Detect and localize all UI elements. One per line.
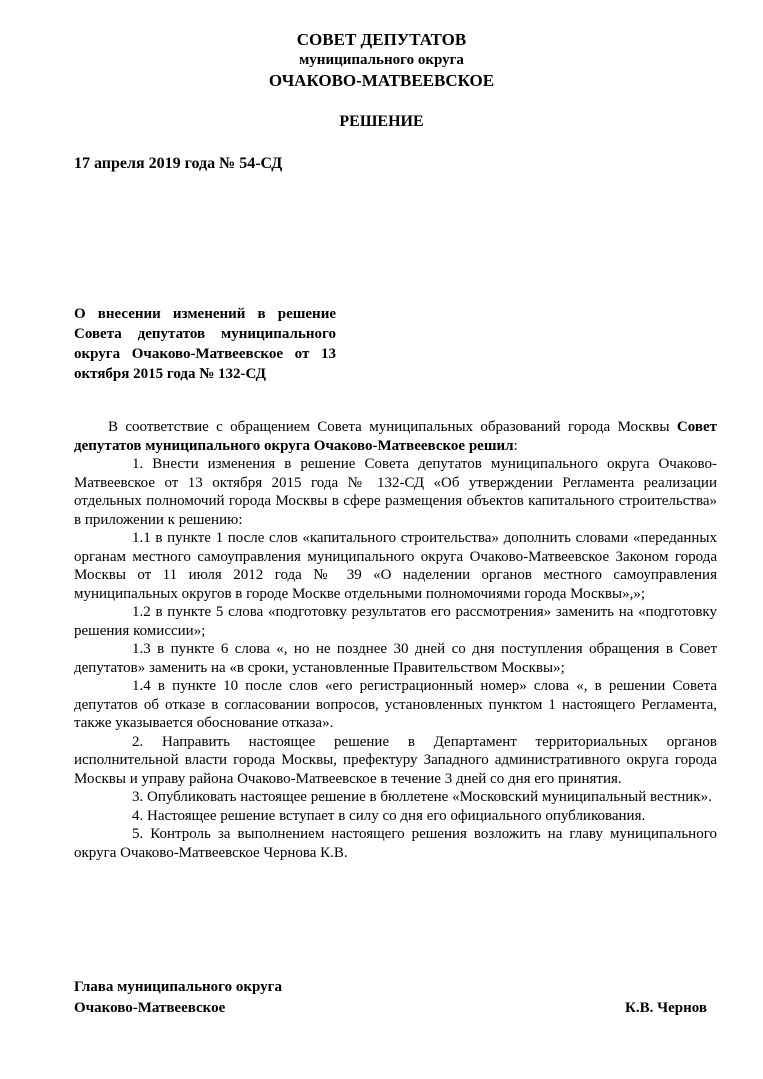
paragraph-3: 3. Опубликовать настоящее решение в бюллетене «Московский муниципальный вестник».	[132, 789, 712, 805]
district-label: муниципального округа	[299, 52, 464, 68]
paragraph-4: 4. Настоящее решение вступает в силу со дня его официального опубликования.	[132, 807, 646, 824]
date-number: 17 апреля 2019 года № 54-СД	[74, 155, 283, 172]
paragraph-5: 5. Контроль за выполнением настоящего решения возложить на главу муниципального округа Очаково-Матвеевское Чернова К.В.	[74, 826, 717, 861]
council-title: СОВЕТ ДЕПУТАТОВ	[296, 30, 467, 49]
subject-heading: О внесении изменений в решение Совета депутатов муниципального округа Очаково-Матвеевское от 13 октября 2015 года № 132-СД	[74, 306, 336, 382]
intro-colon: :	[513, 437, 518, 454]
signature-block	[74, 977, 717, 1019]
intro-resolution: Совет депутатов муниципального округа Очаково-Матвеевское решил	[74, 419, 717, 454]
paragraph-1-3: 1.3 в пункте 6 слова «, но не позднее 30 дней со дня поступления обращения в Совет депутатов» заменить на «в сроки, установленные Правительством Москвы»;	[74, 641, 717, 676]
paragraph-2: 2. Направить настоящее решение в Департамент территориальных органов исполнительной власти города Москвы, префектуру Западного административного округа города Москвы и управу района Очаково-Матвеевское в течение 3 дней со дня его принятия.	[74, 733, 717, 787]
paragraph-1: 1. Внести изменения в решение Совета депутатов муниципального округа Очаково-Матвеевское от 13 октября 2015 года № 132-СД «Об утверждении Регламента реализации отдельных полномочий города Москвы в сфере размещения объектов капитального строительства» в приложении к решению:	[74, 456, 717, 528]
signatory-title-line2: Очаково-Матвеевское	[74, 1000, 226, 1016]
signatory-name: К.В. Чернов	[624, 1000, 707, 1016]
document-body	[74, 418, 717, 862]
signatory-title-line1: Глава муниципального округа	[74, 979, 282, 995]
district-name: ОЧАКОВО-МАТВЕЕВСКОЕ	[268, 71, 495, 90]
paragraph-1-4: 1.4 в пункте 10 после слов «его регистрационный номер» слова «, в решении Совета депутатов об отказе в согласовании вопросов, установленных пунктом 1 настоящего Регламента, также указывается обоснование отказа».	[74, 678, 717, 731]
paragraph-1-1: 1.1 в пункте 1 после слов «капитального строительства» дополнить словами «переданных органам местного самоуправления муниципального округа Очаково-Матвеевское Законом города Москвы от 11 июля 2012 года № 39 «О наделении органов местного самоуправления муниципальных округов в городе Москве отдельными полномочиями города Москвы»,»;	[74, 530, 717, 602]
intro-text: В соответствие с обращением Совета муниципальных образований города Москвы	[108, 419, 670, 435]
paragraph-1-2: 1.2 в пункте 5 слова «подготовку результатов его рассмотрения» заменить на «подготовку решения комиссии»;	[74, 604, 717, 639]
document-type: РЕШЕНИЕ	[339, 113, 424, 130]
intro-paragraph	[74, 418, 717, 455]
